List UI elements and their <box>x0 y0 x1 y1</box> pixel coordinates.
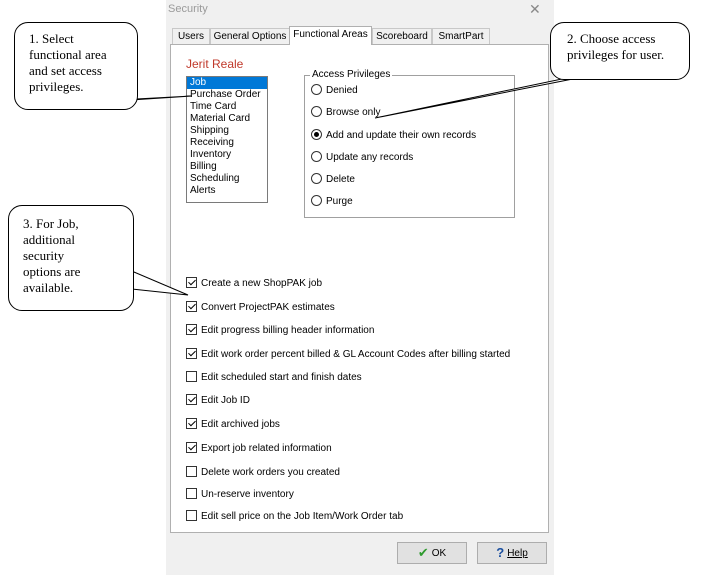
checkbox-label: Edit archived jobs <box>201 419 280 430</box>
tab-general-options[interactable]: General Options <box>210 28 290 44</box>
tab-scoreboard[interactable]: Scoreboard <box>372 28 432 44</box>
radio-label: Update any records <box>326 152 414 163</box>
list-item-time-card[interactable]: Time Card <box>190 101 237 112</box>
callout-line: 2. Choose access <box>567 31 656 46</box>
radio-label: Purge <box>326 196 353 207</box>
checkbox-label: Un-reserve inventory <box>201 489 294 500</box>
callout-line: additional <box>23 232 75 247</box>
radio-label: Denied <box>326 85 358 96</box>
checkbox-label: Delete work orders you created <box>201 467 340 478</box>
list-item-shipping[interactable]: Shipping <box>190 125 229 136</box>
callout-line: functional area <box>29 47 107 62</box>
list-item-purchase-order[interactable]: Purchase Order <box>190 89 261 100</box>
list-item-scheduling[interactable]: Scheduling <box>190 173 240 184</box>
list-item-receiving[interactable]: Receiving <box>190 137 234 148</box>
callout-line: 3. For Job, <box>23 216 79 231</box>
checkbox-label: Edit progress billing header information <box>201 325 375 336</box>
tab-functional-areas[interactable]: Functional Areas <box>289 26 372 45</box>
radio-label: Delete <box>326 174 355 185</box>
callout-line: privileges. <box>29 79 84 94</box>
list-item-inventory[interactable]: Inventory <box>190 149 232 160</box>
user-name: Jerit Reale <box>186 57 244 71</box>
list-item-material-card[interactable]: Material Card <box>190 113 251 124</box>
access-privileges-legend: Access Privileges <box>312 69 391 80</box>
checkbox-label: Edit scheduled start and finish dates <box>201 372 362 383</box>
checkbox-label: Create a new ShopPAK job <box>201 278 323 289</box>
callout-3 <box>8 205 134 311</box>
radio-label: Add and update their own records <box>326 130 477 141</box>
checkbox-label: Convert ProjectPAK estimates <box>201 302 335 313</box>
callout-1 <box>14 22 138 110</box>
checkbox-label: Export job related information <box>201 443 332 454</box>
callout-line: available. <box>23 280 74 295</box>
checkmark-icon: ✔ <box>417 545 429 560</box>
checkbox-label: Edit Job ID <box>201 395 250 406</box>
question-mark-icon: ? <box>496 545 505 560</box>
callout-line: privileges for user. <box>567 47 665 62</box>
list-item-job[interactable]: Job <box>187 77 267 89</box>
callout-line: 1. Select <box>29 31 74 46</box>
callout-line: security <box>23 248 65 263</box>
tab-smartpart[interactable]: SmartPart <box>432 28 490 44</box>
list-item-billing[interactable]: Billing <box>190 161 217 172</box>
checkbox-label: Edit sell price on the Job Item/Work Order tab <box>201 511 404 522</box>
close-icon[interactable]: ✕ <box>529 1 541 17</box>
callout-line: and set access <box>29 63 102 78</box>
list-item-alerts[interactable]: Alerts <box>190 185 216 196</box>
tab-users[interactable]: Users <box>172 28 210 44</box>
window-title: Security <box>168 3 208 15</box>
ok-button-label: OK <box>431 548 447 559</box>
callout-2 <box>550 22 690 80</box>
radio-label: Browse only <box>326 107 381 118</box>
callout-line: options are <box>23 264 81 279</box>
checkbox-label: Edit work order percent billed & GL Account Codes after billing started <box>201 349 511 360</box>
help-button-label: Help <box>507 548 528 559</box>
